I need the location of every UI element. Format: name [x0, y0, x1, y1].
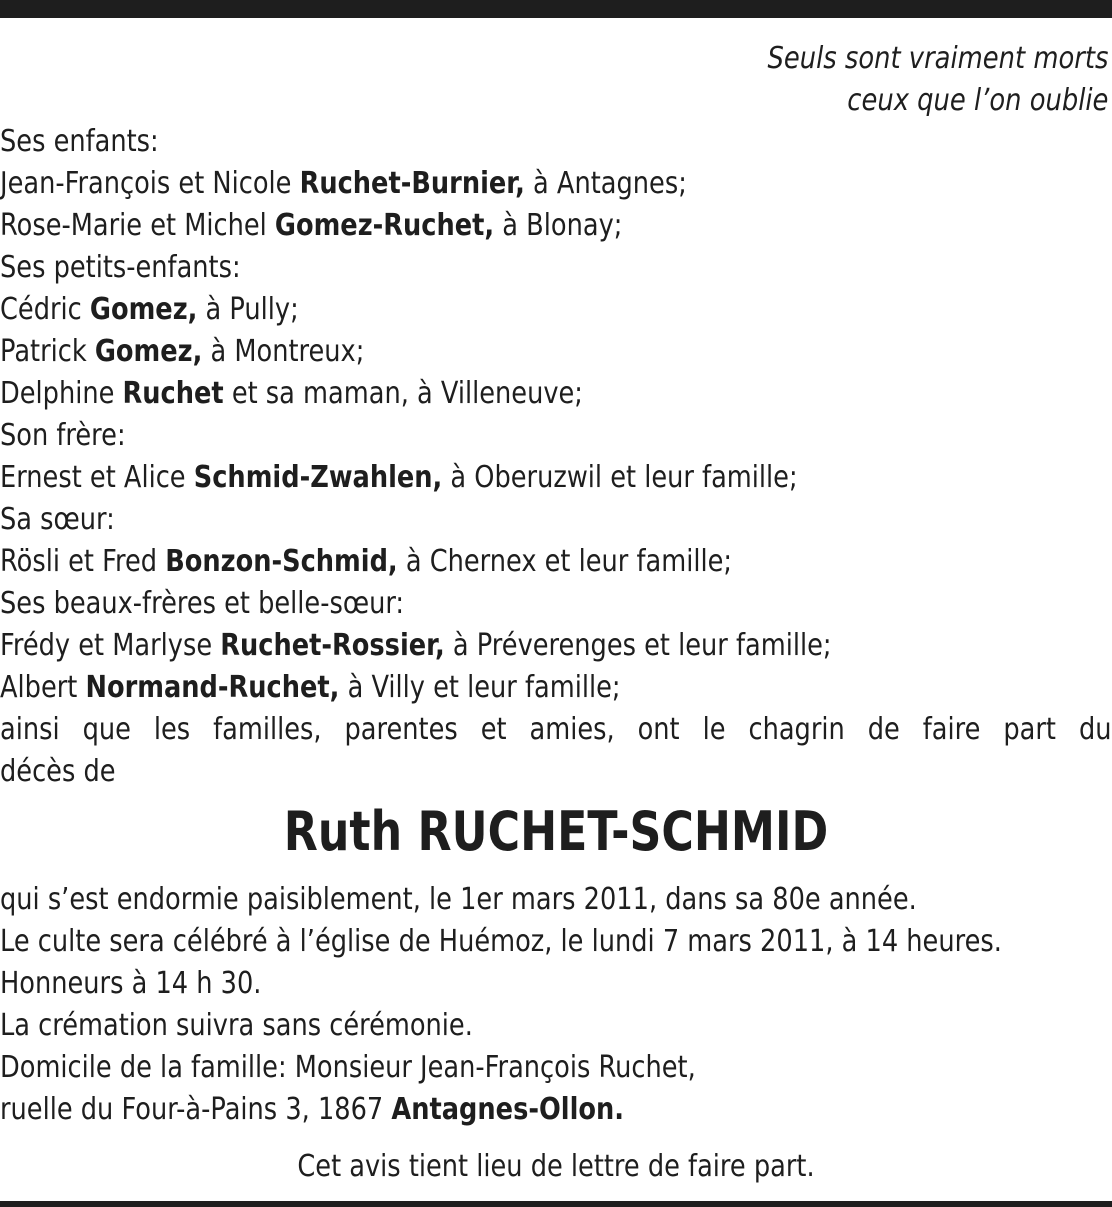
family-entry	[0, 457, 1112, 499]
announcement-line-2: décès de	[0, 754, 116, 789]
entry-surname: Ruchet-Rossier,	[220, 628, 445, 663]
sister-heading: Sa sœur:	[0, 502, 115, 537]
family-entry	[0, 667, 1112, 709]
details-line-4: La crémation suivra sans cérémonie.	[0, 1008, 473, 1043]
entry-names: Frédy et Marlyse	[0, 628, 221, 663]
entry-surname: Gomez,	[89, 292, 198, 327]
family-entry	[0, 541, 1112, 583]
entry-names: Rose-Marie et Michel	[0, 208, 275, 243]
family-entry	[0, 163, 1112, 205]
details-line-1: qui s’est endormie paisiblement, le 1er mars 2011, dans sa 80e année.	[0, 882, 917, 917]
entry-surname: Bonzon-Schmid,	[165, 544, 398, 579]
entry-place: à Chernex et leur famille;	[397, 544, 733, 579]
entry-surname: Normand-Ruchet,	[85, 670, 340, 705]
details-line-3: Honneurs à 14 h 30.	[0, 966, 262, 1001]
entry-place: à Blonay;	[494, 208, 623, 243]
family-entry	[0, 373, 1112, 415]
family-entry	[0, 289, 1112, 331]
bottom-border-bar	[0, 1201, 1112, 1207]
entry-names: Albert	[0, 670, 86, 705]
entry-surname: Schmid-Zwahlen,	[193, 460, 443, 495]
entry-place: à Montreux;	[202, 334, 365, 369]
address-street: ruelle du Four-à-Pains 3, 1867	[0, 1092, 392, 1127]
entry-place: et sa maman, à Villeneuve;	[223, 376, 583, 411]
entry-surname: Ruchet	[122, 376, 224, 411]
entry-names: Jean-François et Nicole	[0, 166, 300, 201]
children-heading: Ses enfants:	[0, 124, 159, 159]
family-entry	[0, 625, 1112, 667]
address-locality: Antagnes-Ollon.	[391, 1092, 625, 1127]
funeral-details	[0, 879, 1112, 1131]
epigraph-line-1: Seuls sont vraiment morts	[767, 41, 1108, 76]
entry-names: Patrick	[0, 334, 95, 369]
epigraph	[767, 38, 1108, 122]
deceased-name: Ruth RUCHET-SCHMID	[283, 800, 829, 863]
entry-surname: Ruchet-Burnier,	[299, 166, 525, 201]
inlaws-heading: Ses beaux-frères et belle-sœur:	[0, 586, 405, 621]
family-entry	[0, 331, 1112, 373]
entry-surname: Gomez-Ruchet,	[274, 208, 495, 243]
family-entry	[0, 205, 1112, 247]
brother-heading: Son frère:	[0, 418, 126, 453]
entry-place: à Pully;	[197, 292, 299, 327]
details-line-2: Le culte sera célébré à l’église de Huémoz, le lundi 7 mars 2011, à 14 heures.	[0, 924, 1002, 959]
entry-place: à Préverenges et leur famille;	[444, 628, 832, 663]
details-line-5: Domicile de la famille: Monsieur Jean-François Ruchet,	[0, 1050, 696, 1085]
address-line	[0, 1089, 1112, 1131]
entry-names: Cédric	[0, 292, 90, 327]
entry-place: à Antagnes;	[524, 166, 687, 201]
entry-names: Delphine	[0, 376, 123, 411]
entry-surname: Gomez,	[94, 334, 203, 369]
closing-note: Cet avis tient lieu de lettre de faire part.	[297, 1149, 815, 1184]
top-border-bar	[0, 0, 1112, 18]
announcement-line-1: ainsi que les familles, parentes et amies, ont le chagrin de faire part du	[0, 712, 1112, 747]
family-list	[0, 121, 1112, 793]
epigraph-line-2: ceux que l’on oublie	[846, 83, 1108, 118]
entry-place: à Oberuzwil et leur famille;	[442, 460, 798, 495]
entry-place: à Villy et leur famille;	[339, 670, 621, 705]
grandchildren-heading: Ses petits-enfants:	[0, 250, 241, 285]
entry-names: Rösli et Fred	[0, 544, 166, 579]
entry-names: Ernest et Alice	[0, 460, 194, 495]
